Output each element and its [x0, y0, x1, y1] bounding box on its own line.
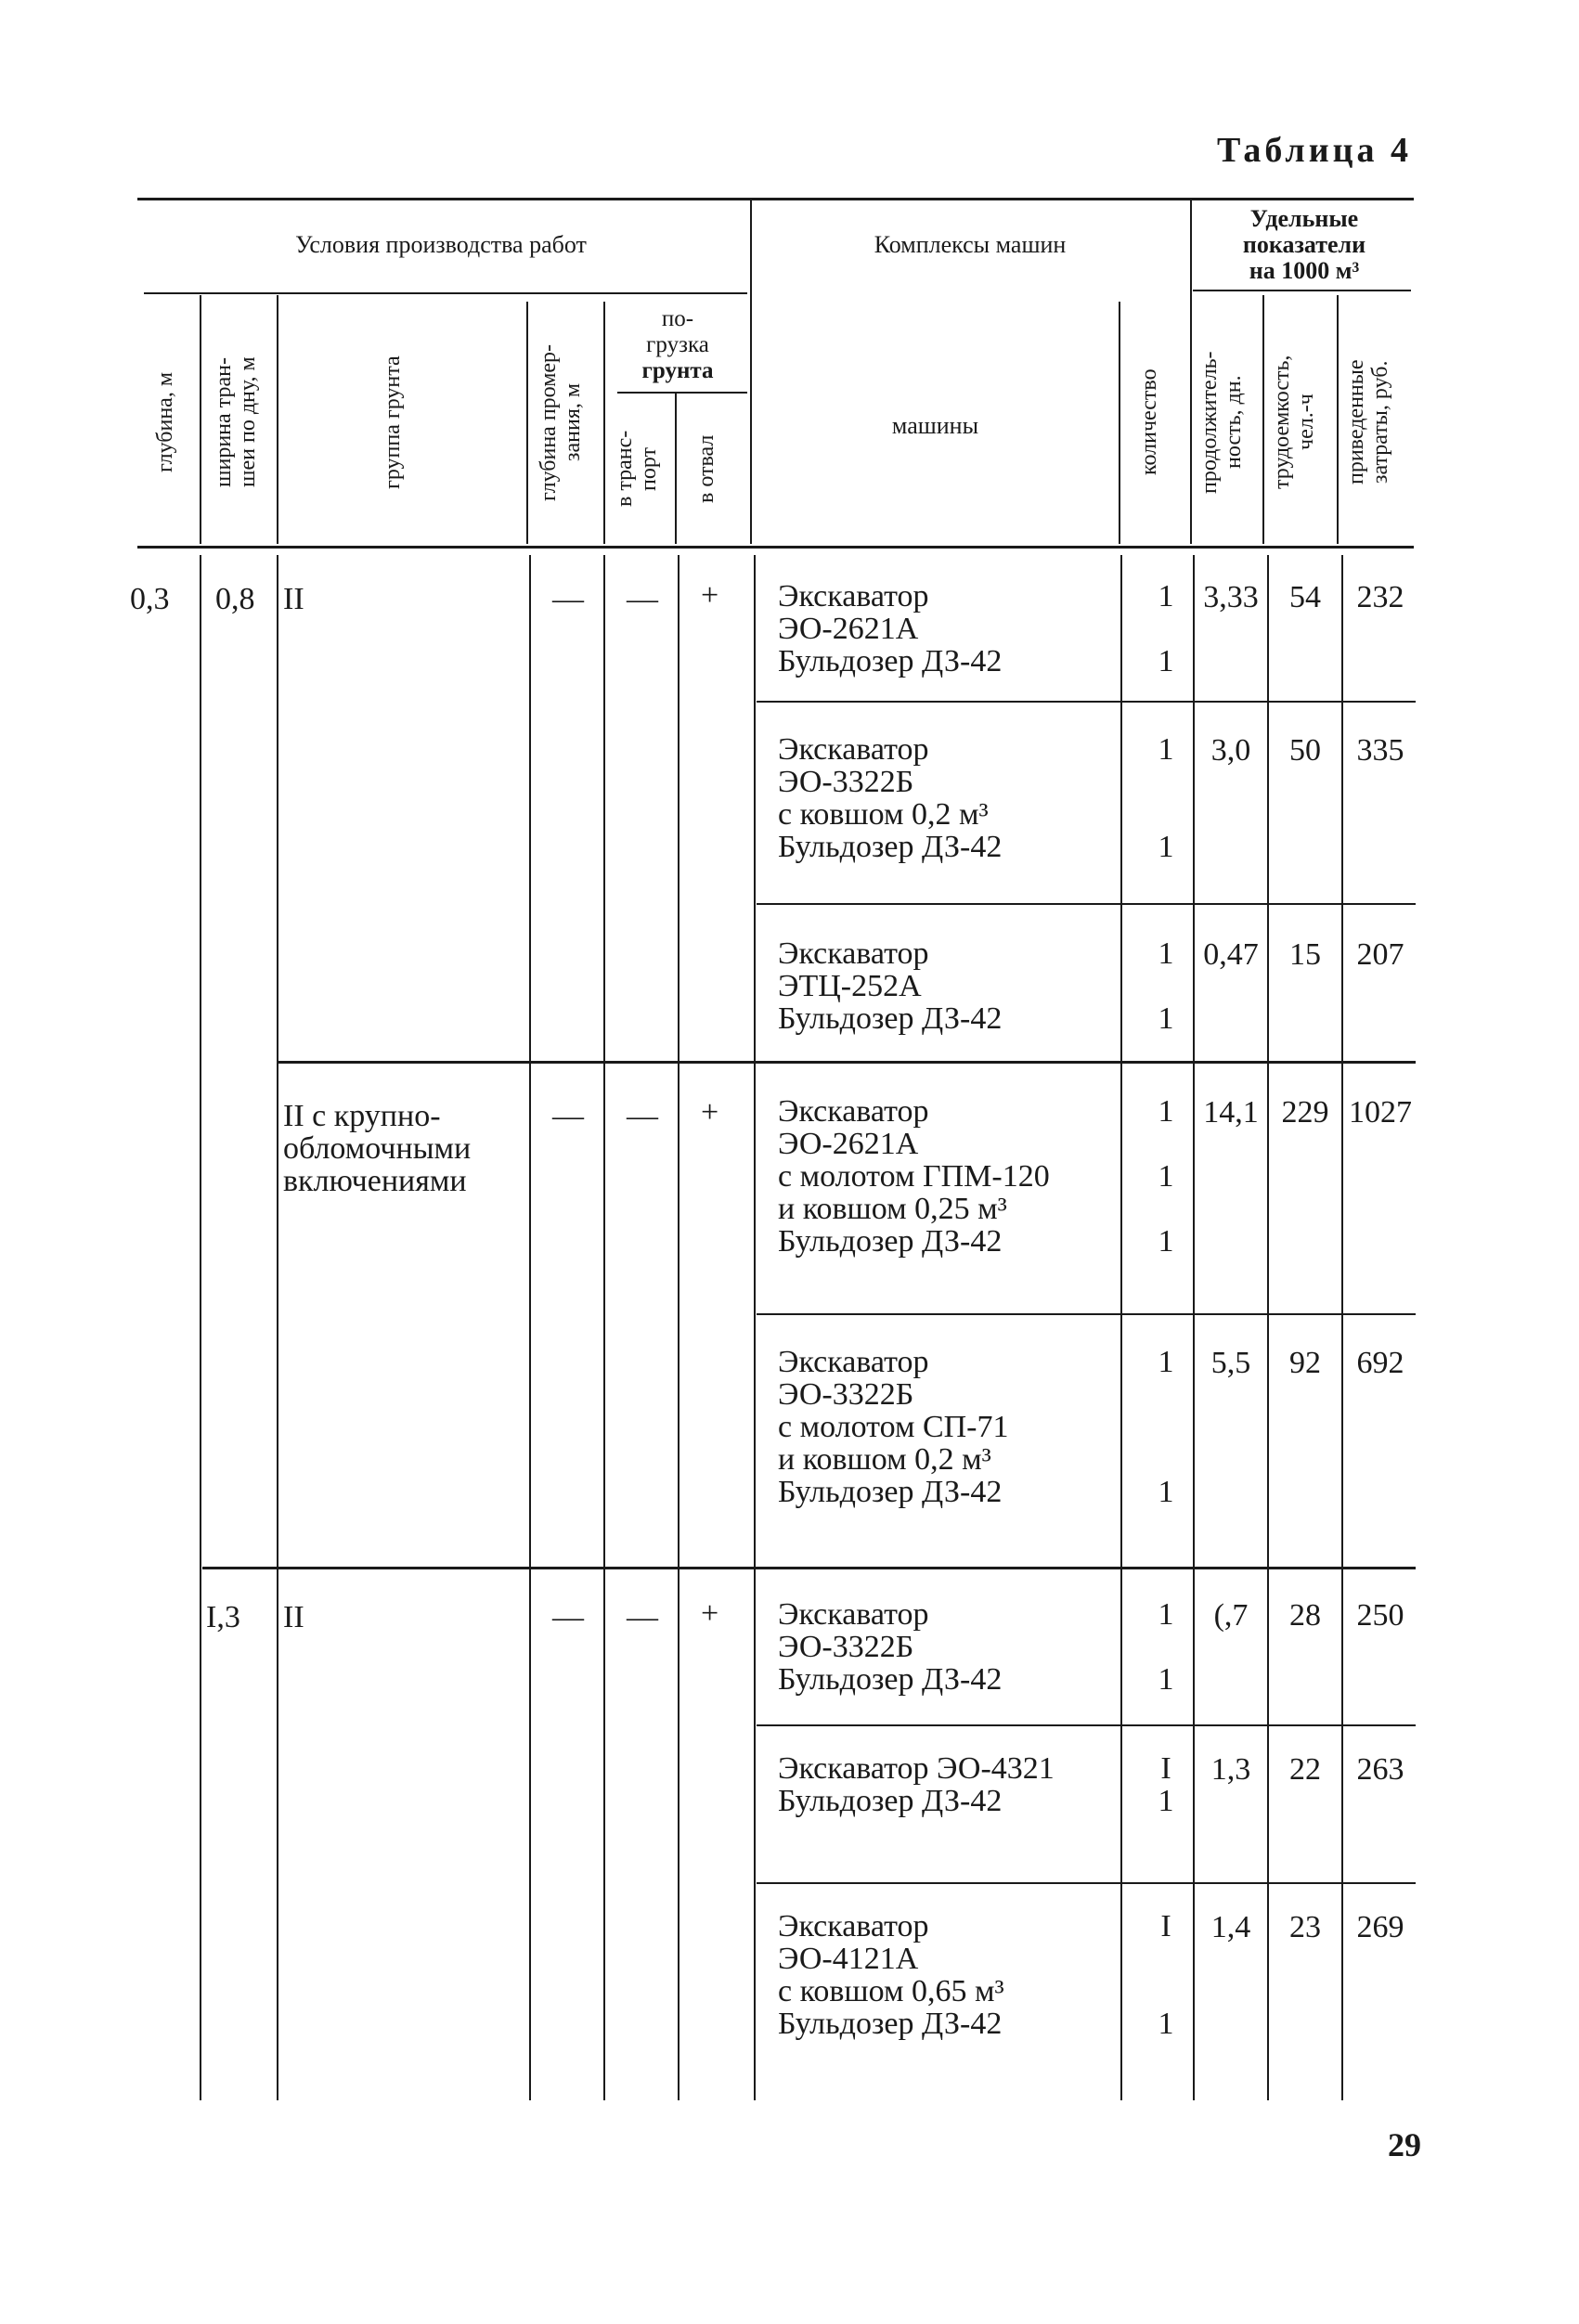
machine-line: с молотом ГПМ-120 [778, 1159, 1050, 1194]
header-loading-l3: грунта [641, 358, 714, 383]
quantity-value [1147, 1128, 1184, 1160]
header-labor-l1: трудоемкость, [1270, 355, 1294, 490]
duration-value-5: 5,5 [1210, 1346, 1251, 1380]
body-sep-machines [1120, 555, 1122, 2100]
hdr-sep-1 [200, 295, 201, 544]
cell-freeze-c: — [552, 1600, 584, 1634]
machine-line: ЭО-2621А [778, 1127, 919, 1161]
body-sep-qty [1193, 555, 1195, 2100]
header-freeze-l1: глубина промер- [537, 343, 561, 501]
duration-value-1: 3,33 [1203, 580, 1259, 614]
quantity-list-1 [1147, 580, 1184, 678]
header-specific-l2: показатели [1242, 231, 1366, 258]
quantity-value: I [1160, 1909, 1171, 1943]
machine-line: и ковшом 0,25 м³ [778, 1192, 1007, 1226]
header-mid-rule-left [144, 292, 747, 294]
quantity-list-6 [1147, 1598, 1184, 1696]
header-transport [613, 399, 668, 538]
machine-list-7 [778, 1752, 1055, 1817]
machine-line: Экскаватор [778, 1909, 929, 1943]
header-loading-l1: по- [661, 306, 694, 331]
labor-value-2: 50 [1289, 733, 1321, 768]
machine-line: Экскаватор [778, 1345, 929, 1379]
cell-dump-a: + [701, 578, 719, 613]
labor-value-5: 92 [1289, 1346, 1321, 1380]
machine-line: ЭО-4121А [778, 1942, 919, 1976]
machine-line: Экскаватор [778, 579, 929, 613]
header-specific [1197, 206, 1411, 284]
header-depth: глубина, м [153, 371, 177, 473]
duration-value-6: (,7 [1213, 1598, 1249, 1633]
header-width-l1: ширина тран- [212, 357, 236, 487]
header-loading-rule [617, 392, 747, 394]
header-conditions: Условия производства работ [295, 231, 587, 258]
cell-group-b-l1: II с крупно- [283, 1099, 441, 1133]
machine-list-8 [778, 1910, 1004, 2040]
machine-line: ЭТЦ-252А [778, 969, 922, 1003]
header-bottom-rule [137, 546, 1414, 549]
header-width-l2: шеи по дну, м [236, 356, 260, 488]
machine-line: ЭО-3322Б [778, 765, 914, 799]
header-width [212, 306, 267, 538]
machine-list-2 [778, 733, 1002, 863]
cell-transport-b: — [627, 1099, 658, 1133]
body-sep-freeze [603, 555, 605, 2100]
cell-group-b [283, 1100, 471, 1197]
header-costs-l2: затраты, руб. [1368, 360, 1392, 484]
hdr-sep-10 [1337, 295, 1339, 544]
header-specific-l3: на 1000 м³ [1249, 257, 1360, 284]
header-transport-l1: в транс- [613, 430, 637, 508]
labor-value-6: 28 [1289, 1598, 1321, 1633]
machine-line: ЭО-3322Б [778, 1377, 914, 1412]
machine-line: Бульдозер ДЗ-42 [778, 1784, 1003, 1818]
hdr-sep-5 [675, 392, 677, 544]
cell-group-a: II [283, 582, 304, 616]
machine-line: и ковшом 0,2 м³ [778, 1442, 991, 1477]
machine-line: Экскаватор [778, 732, 929, 767]
quantity-value [1147, 1443, 1184, 1476]
costs-value-3: 207 [1356, 937, 1404, 972]
machine-line: Экскаватор [778, 1597, 929, 1632]
machine-line: Бульдозер ДЗ-42 [778, 1662, 1003, 1697]
row-sep-4 [757, 1313, 1416, 1315]
body-sep-width [277, 555, 278, 2100]
hdr-sep-7 [1119, 302, 1120, 544]
machine-line: ЭО-3322Б [778, 1630, 914, 1664]
quantity-value: 1 [1158, 1597, 1174, 1632]
labor-value-3: 15 [1289, 937, 1321, 972]
machine-line: Бульдозер ДЗ-42 [778, 1224, 1003, 1259]
cell-group-c: II [283, 1600, 304, 1634]
header-loading [608, 306, 747, 384]
machine-line: ЭО-2621А [778, 612, 919, 646]
machine-line: с ковшом 0,2 м³ [778, 797, 989, 832]
row-sep-6 [757, 1724, 1416, 1726]
body-sep-dump [754, 555, 756, 2100]
body-sep-labor [1341, 555, 1343, 2100]
duration-value-7: 1,3 [1210, 1752, 1251, 1787]
quantity-value [1147, 1193, 1184, 1225]
quantity-value [1147, 970, 1184, 1002]
machine-line: Экскаватор [778, 1094, 929, 1129]
hdr-sep-9 [1262, 295, 1264, 544]
quantity-list-4 [1147, 1095, 1184, 1258]
quantity-value [1147, 766, 1184, 798]
quantity-value [1147, 1378, 1184, 1411]
header-costs [1344, 306, 1404, 538]
hdr-sep-2 [277, 295, 278, 544]
labor-value-1: 54 [1289, 580, 1321, 614]
quantity-list-7 [1147, 1752, 1184, 1817]
table-title: Таблица 4 [1216, 131, 1412, 170]
machine-line: с молотом СП-71 [778, 1410, 1009, 1444]
header-freeze-l2: зания, м [561, 382, 585, 462]
quantity-value [1147, 1411, 1184, 1443]
header-transport-l2: порт [637, 446, 661, 491]
machine-line: Бульдозер ДЗ-42 [778, 830, 1003, 864]
machine-line: Экскаватор ЭО-4321 [778, 1751, 1055, 1786]
header-freeze [537, 306, 592, 538]
machine-line: Экскаватор [778, 936, 929, 971]
header-duration-l2: ность, дн. [1222, 375, 1246, 470]
cell-transport-c: — [627, 1600, 658, 1634]
machine-list-1 [778, 580, 1002, 678]
duration-value-3: 0,47 [1203, 937, 1259, 972]
costs-value-7: 263 [1356, 1752, 1404, 1787]
quantity-list-5 [1147, 1346, 1184, 1508]
machine-line: с ковшом 0,65 м³ [778, 1974, 1004, 2008]
machine-line: Бульдозер ДЗ-42 [778, 1001, 1003, 1036]
quantity-list-8 [1147, 1910, 1184, 2040]
quantity-value: 1 [1158, 1094, 1174, 1129]
hdr-sep-8 [1190, 200, 1192, 544]
quantity-list-3 [1147, 937, 1184, 1035]
costs-value-2: 335 [1356, 733, 1404, 768]
body-sep-duration [1267, 555, 1269, 2100]
cell-width-a: 0,8 [215, 582, 255, 616]
cell-freeze-b: — [552, 1099, 584, 1133]
body-sep-depth [200, 555, 201, 2100]
quantity-value: 1 [1158, 1159, 1174, 1194]
body-sep-group [529, 555, 531, 2100]
header-duration [1197, 306, 1255, 538]
labor-value-7: 22 [1289, 1752, 1321, 1787]
quantity-value: 1 [1158, 2007, 1174, 2041]
quantity-value [1147, 1975, 1184, 2008]
header-soil-group: группа грунта [381, 355, 405, 489]
cell-transport-a: — [627, 582, 658, 616]
row-sep-2 [757, 903, 1416, 905]
quantity-value: 1 [1158, 1662, 1174, 1697]
header-labor [1270, 306, 1329, 538]
quantity-value [1147, 1943, 1184, 1975]
costs-value-4: 1027 [1349, 1095, 1412, 1130]
quantity-value: 1 [1158, 1345, 1174, 1379]
quantity-value: 1 [1158, 1784, 1174, 1818]
quantity-value [1147, 1631, 1184, 1663]
duration-value-8: 1,4 [1210, 1910, 1251, 1944]
quantity-value: 1 [1158, 1475, 1174, 1509]
quantity-value [1147, 798, 1184, 831]
quantity-value: 1 [1158, 936, 1174, 971]
cell-width-b: I,3 [206, 1600, 240, 1634]
body-sep-transport [678, 555, 679, 2100]
machine-list-4 [778, 1095, 1050, 1258]
header-labor-l2: чел.-ч [1294, 394, 1318, 451]
cell-dump-b: + [701, 1095, 719, 1130]
quantity-list-2 [1147, 733, 1184, 863]
header-machines: машины [891, 412, 979, 439]
row-sep-7 [757, 1882, 1416, 1884]
duration-value-4: 14,1 [1203, 1095, 1259, 1130]
quantity-value: 1 [1158, 579, 1174, 613]
costs-value-8: 269 [1356, 1910, 1404, 1944]
header-top-rule [137, 198, 1414, 200]
row-sep-1 [757, 701, 1416, 703]
labor-value-8: 23 [1289, 1910, 1321, 1944]
cell-depth: 0,3 [130, 582, 170, 616]
machine-line: Бульдозер ДЗ-42 [778, 1475, 1003, 1509]
cell-group-b-l2: обломочными [283, 1131, 472, 1166]
header-complexes: Комплексы машин [874, 231, 1067, 258]
cell-freeze-a: — [552, 582, 584, 616]
quantity-value: 1 [1158, 1001, 1174, 1036]
header-duration-l1: продолжитель- [1197, 351, 1222, 494]
costs-value-1: 232 [1356, 580, 1404, 614]
cell-group-b-l3: включениями [283, 1164, 467, 1198]
machine-line: Бульдозер ДЗ-42 [778, 644, 1003, 678]
quantity-value: 1 [1158, 644, 1174, 678]
header-mid-rule-right [1193, 290, 1411, 291]
hdr-sep-6 [750, 200, 752, 544]
row-sep-5 [202, 1567, 1416, 1569]
quantity-value: 1 [1158, 732, 1174, 767]
labor-value-4: 229 [1281, 1095, 1329, 1130]
quantity-value: 1 [1158, 830, 1174, 864]
quantity-value: I [1160, 1751, 1171, 1786]
header-quantity: количество [1137, 368, 1161, 476]
machine-list-3 [778, 937, 1002, 1035]
machine-list-6 [778, 1598, 1002, 1696]
duration-value-2: 3,0 [1210, 733, 1251, 768]
hdr-sep-4 [603, 302, 605, 544]
costs-value-6: 250 [1356, 1598, 1404, 1633]
page-number: 29 [1388, 2126, 1421, 2163]
machine-line: Бульдозер ДЗ-42 [778, 2007, 1003, 2041]
header-costs-l1: приведенные [1344, 359, 1368, 485]
hdr-sep-3 [526, 302, 528, 544]
header-specific-l1: Удельные [1249, 205, 1359, 232]
header-loading-l2: грузка [646, 332, 709, 357]
header-dump: в отвал [694, 434, 718, 503]
costs-value-5: 692 [1356, 1346, 1404, 1380]
cell-dump-c: + [701, 1596, 719, 1631]
machine-list-5 [778, 1346, 1009, 1508]
quantity-value [1147, 613, 1184, 645]
quantity-value: 1 [1158, 1224, 1174, 1259]
row-sep-3 [278, 1061, 1416, 1064]
